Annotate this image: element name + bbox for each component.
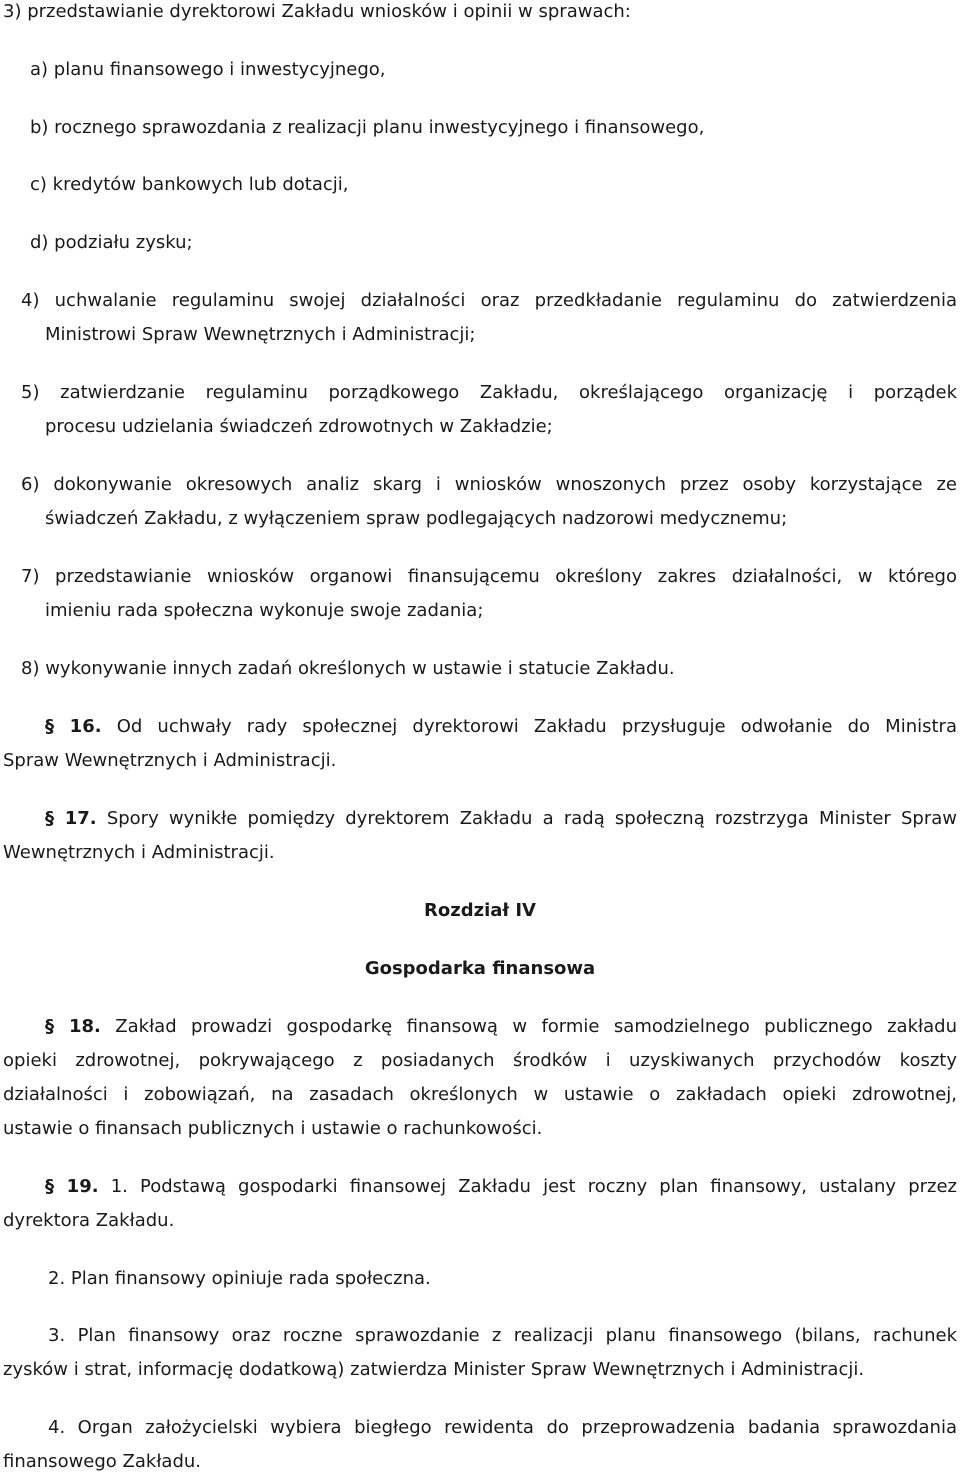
section-19-point-3-line-1: 3. Plan finansowy oraz roczne sprawozdanie z realizacji planu finansowego (bilans, rachunek bbox=[48, 1325, 957, 1346]
item-3a-text: a) planu finansowego i inwestycyjnego, bbox=[30, 59, 386, 80]
item-3d-text: d) podziału zysku; bbox=[30, 232, 193, 253]
section-16-number: § 16. bbox=[45, 716, 102, 737]
item-5-line-2: procesu udzielania świadczeń zdrowotnych w Zakładzie; bbox=[45, 416, 553, 437]
item-8-line-1: 8) wykonywanie innych zadań określonych w ustawie i statucie Zakładu. bbox=[21, 658, 675, 679]
section-19-line-1 bbox=[45, 1176, 957, 1198]
section-18-line-3: działalności i zobowiązań, na zasadach określonych w ustawie o zakładach opieki zdrowotnej, bbox=[3, 1084, 957, 1105]
section-19-point-1-line-2: dyrektora Zakładu. bbox=[3, 1210, 175, 1231]
section-18-line-1 bbox=[45, 1016, 957, 1038]
section-18-text: Zakład prowadzi gospodarkę finansową w formie samodzielnego publicznego zakładu bbox=[115, 1016, 957, 1037]
section-16-line-2: Spraw Wewnętrznych i Administracji. bbox=[3, 750, 337, 771]
section-16-text: Od uchwały rady społecznej dyrektorowi Zakładu przysługuje odwołanie do Ministra bbox=[116, 716, 957, 737]
section-18-number: § 18. bbox=[45, 1016, 101, 1037]
section-16-line-1 bbox=[45, 716, 957, 738]
item-6-line-1: 6) dokonywanie okresowych analiz skarg i wniosków wnoszonych przez osoby korzystające ze bbox=[21, 474, 957, 495]
section-17-line-1 bbox=[45, 808, 957, 830]
section-19-point-3-line-2: zysków i strat, informację dodatkową) zatwierdza Minister Spraw Wewnętrznych i Administracji. bbox=[3, 1359, 865, 1380]
section-19-point-4-line-2: finansowego Zakładu. bbox=[3, 1451, 202, 1472]
item-4-line-2: Ministrowi Spraw Wewnętrznych i Administracji; bbox=[45, 324, 476, 345]
section-19-point-1-text: 1. Podstawą gospodarki finansowej Zakładu jest roczny plan finansowy, ustalany przez bbox=[110, 1176, 957, 1197]
chapter-subtitle: Gospodarka finansowa bbox=[364, 958, 596, 979]
item-7-line-1: 7) przedstawianie wniosków organowi finansującemu określony zakres działalności, w którego bbox=[21, 566, 957, 587]
chapter-title: Rozdział IV bbox=[424, 900, 536, 921]
section-19-point-2: 2. Plan finansowy opiniuje rada społeczna. bbox=[48, 1268, 431, 1289]
section-18-line-2: opieki zdrowotnej, pokrywającego z posiadanych środków i uzyskiwanych przychodów koszty bbox=[3, 1050, 957, 1071]
section-17-text: Spory wynikłe pomiędzy dyrektorem Zakładu a radą społeczną rozstrzyga Minister Spraw bbox=[106, 808, 957, 829]
item-4-line-1: 4) uchwalanie regulaminu swojej działalności oraz przedkładanie regulaminu do zatwierdzenia bbox=[21, 290, 957, 311]
item-3-text: 3) przedstawianie dyrektorowi Zakładu wniosków i opinii w sprawach: bbox=[3, 1, 631, 22]
section-19-point-4-line-1: 4. Organ założycielski wybiera biegłego rewidenta do przeprowadzenia badania sprawozdania bbox=[48, 1417, 957, 1438]
section-17-line-2: Wewnętrznych i Administracji. bbox=[3, 842, 275, 863]
item-3b-text: b) rocznego sprawozdania z realizacji planu inwestycyjnego i finansowego, bbox=[30, 117, 705, 138]
section-19-number: § 19. bbox=[45, 1176, 99, 1197]
section-17-number: § 17. bbox=[45, 808, 97, 829]
item-6-line-2: świadczeń Zakładu, z wyłączeniem spraw podlegających nadzorowi medycznemu; bbox=[45, 508, 788, 529]
item-5-line-1: 5) zatwierdzanie regulaminu porządkowego Zakładu, określającego organizację i porządek bbox=[21, 382, 957, 403]
section-18-line-4: ustawie o finansach publicznych i ustawie o rachunkowości. bbox=[3, 1118, 543, 1139]
item-7-line-2: imieniu rada społeczna wykonuje swoje zadania; bbox=[45, 600, 484, 621]
item-3c-text: c) kredytów bankowych lub dotacji, bbox=[30, 174, 349, 195]
